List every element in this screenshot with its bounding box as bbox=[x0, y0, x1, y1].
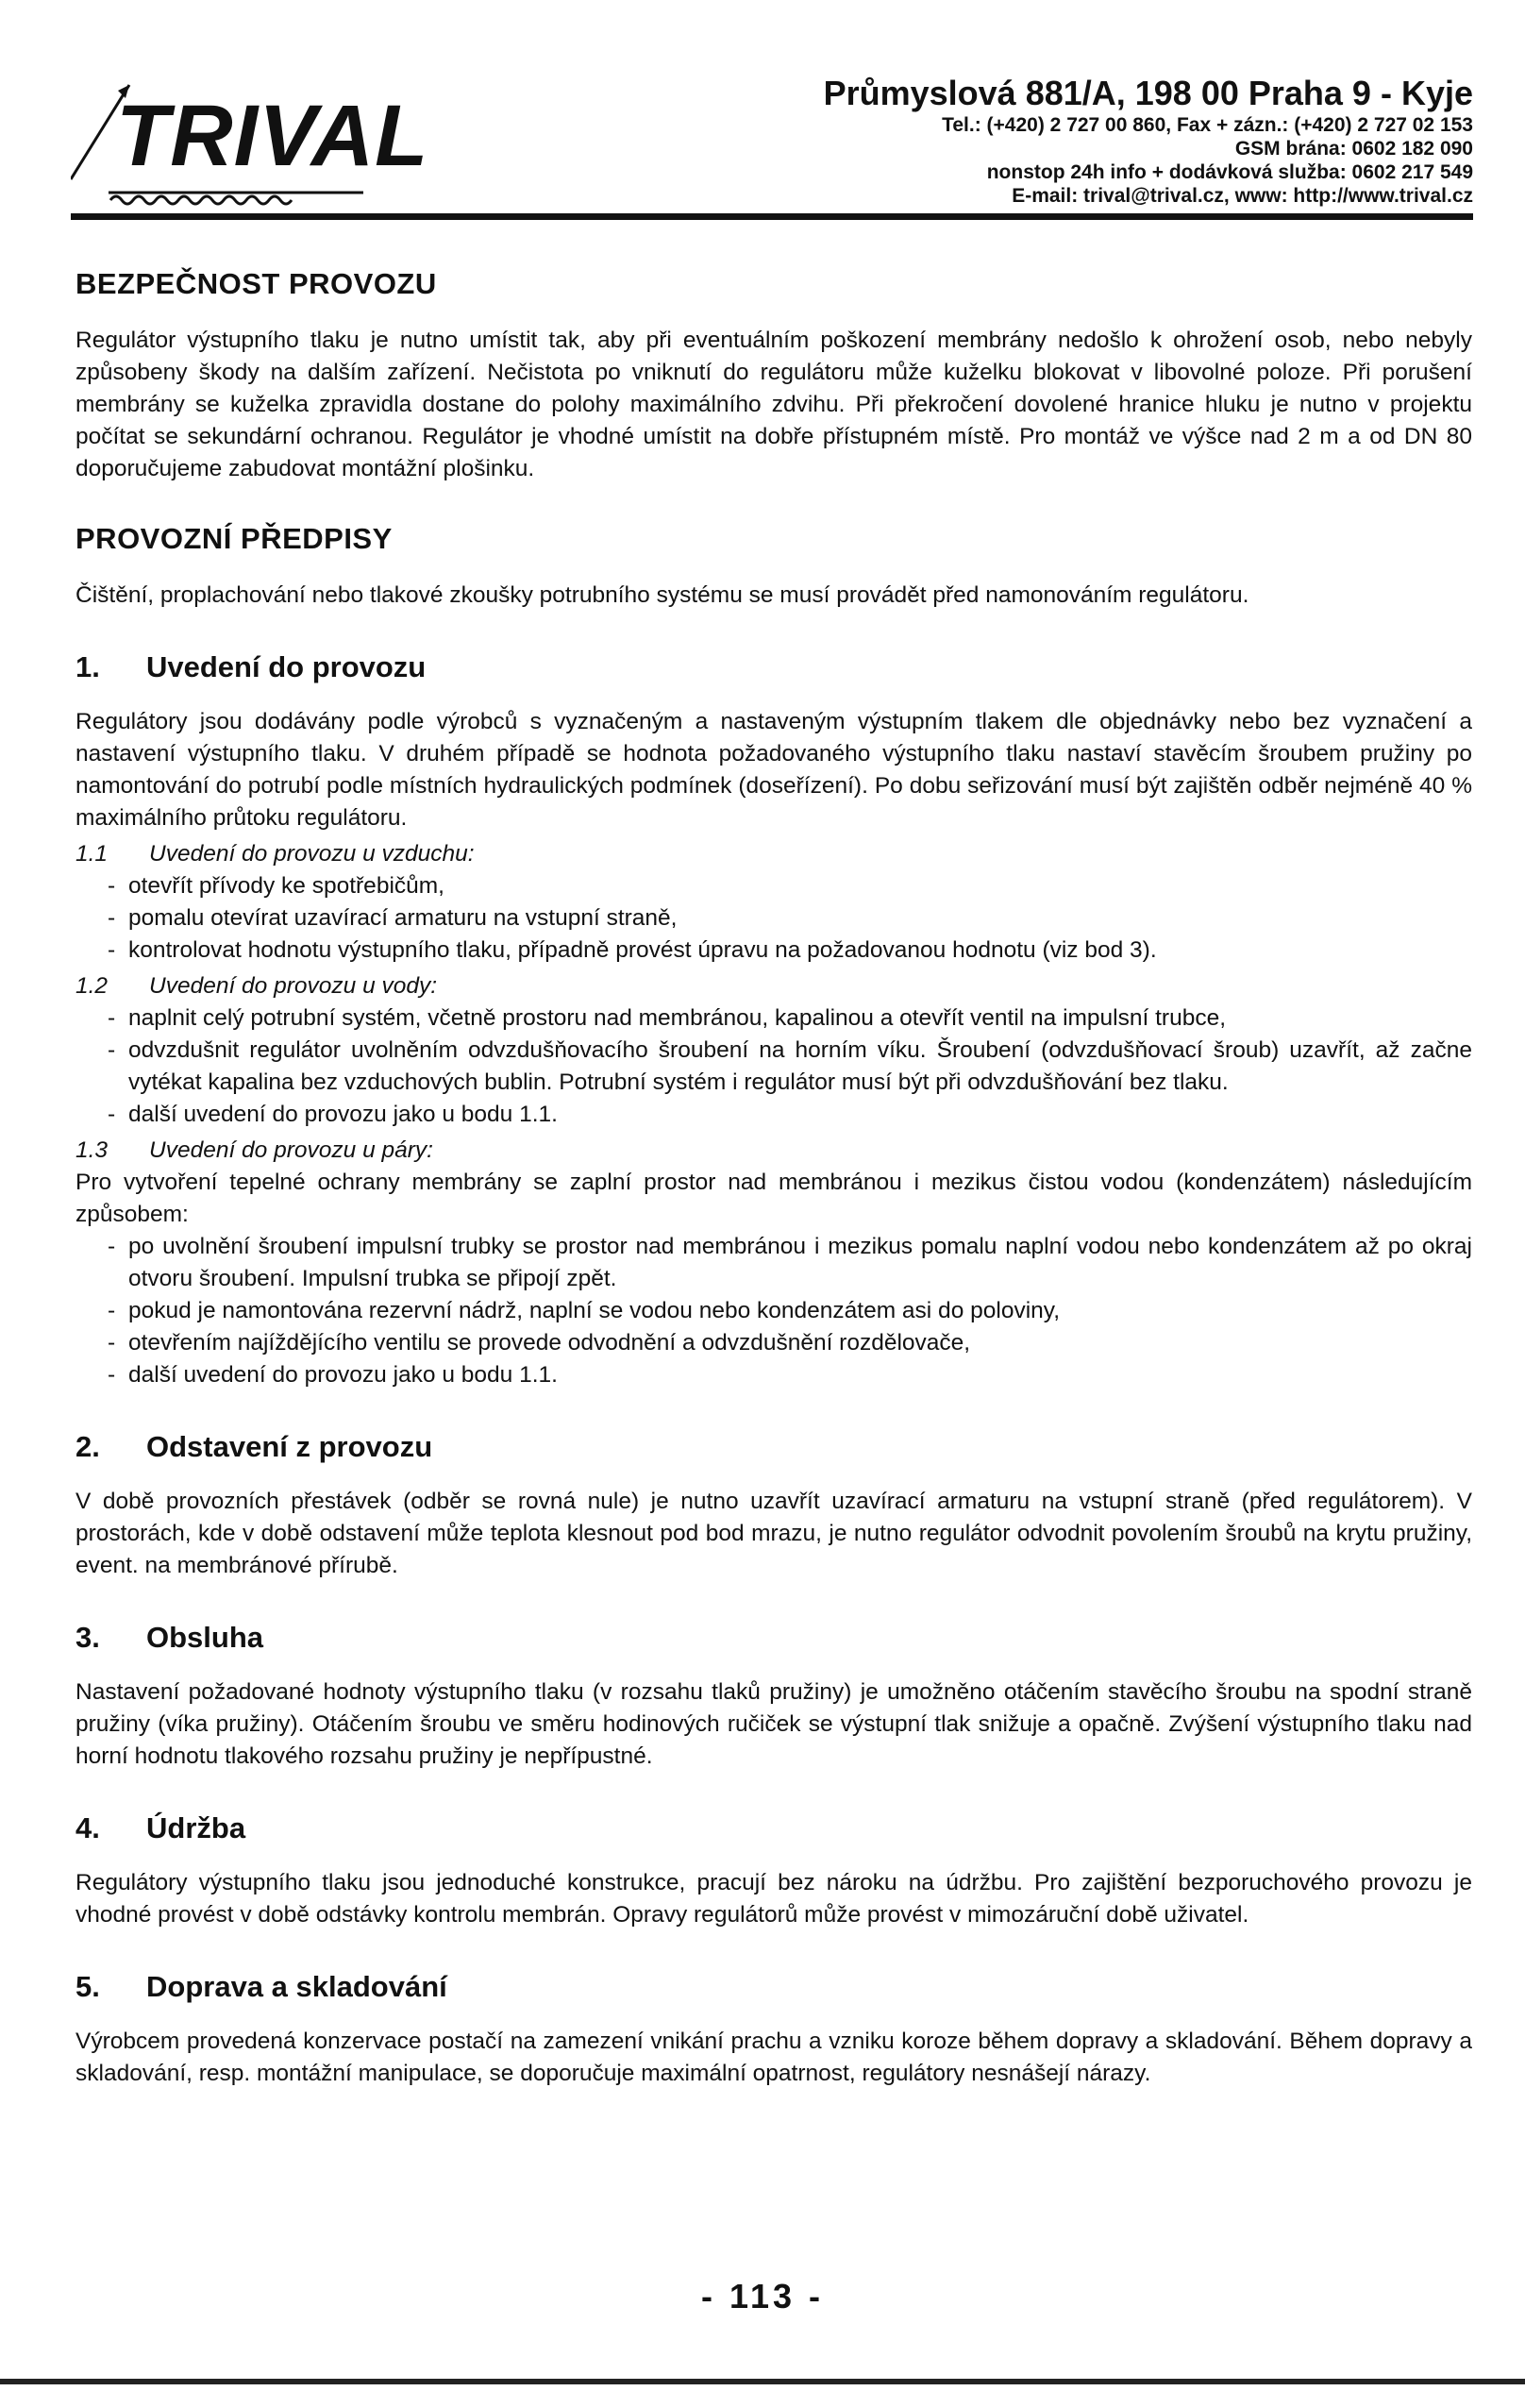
subsection-title: Uvedení do provozu u vzduchu: bbox=[149, 841, 475, 867]
safety-text: Regulátor výstupního tlaku je nutno umístit tak, aby při eventuálním poškození membrány nedošlo k ohrožení osob, nebo nebyly způsobeny škody na dalším zařízení. Nečistota po vniknutí do regulátoru může kuželku blokovat v libovolné poloze. Při porušení membrány se kuželka zpravidla dostane do polohy maximálního zdvihu. Při překročení dovolené hranice hluku je nutno v projektu počítat se sekundární ochranou. Regulátor je vhodné umístit na dobře přístupném místě. Pro montáž ve výšce nad 2 m a od DN 80 doporučujeme zabudovat montážní plošinku. bbox=[75, 328, 1472, 481]
section-number: 2. bbox=[75, 1430, 100, 1463]
email-line: E-mail: trival@trival.cz, www: http://www.trival.cz bbox=[1012, 185, 1473, 207]
section-1-heading bbox=[75, 649, 1472, 685]
section-number: 5. bbox=[75, 1970, 100, 2003]
section-1-text: Regulátory jsou dodávány podle výrobců s vyznačeným a nastaveným výstupním tlakem dle objednávky nebo bez vyznačení a nastavení výstupního tlaku. V druhém případě se hodnota požadovaného výstupního tlaku nastaví stavěcím šroubem pružiny po namontování do potrubí podle místních hydraulických podmínek (doseřízení). Po dobu seřizování musí být zajištěn odběr nejméně 40 % maximálního průtoku regulátoru. bbox=[75, 709, 1472, 831]
list-item: - odvzdušnit regulátor uvolněním odvzdušňovacího šroubení na horním víku. Šroubení (odvzdušňovací šroub) uzavřít, až začne vytékat kapalina bez vzduchových bublin. Potrubní systém i regulátor musí být při odvzdušňování bez tlaku. bbox=[108, 1035, 1472, 1099]
subsection-1-3-list bbox=[75, 1231, 1472, 1391]
list-item: - pomalu otevírat uzavírací armaturu na vstupní straně, bbox=[108, 902, 1472, 935]
section-number: 1. bbox=[75, 650, 100, 683]
section-title: Uvedení do provozu bbox=[146, 650, 427, 683]
section-number: 4. bbox=[75, 1811, 100, 1844]
list-item: - další uvedení do provozu jako u bodu 1.1. bbox=[108, 1099, 1472, 1131]
company-contact-block bbox=[824, 74, 1473, 208]
subsection-1-2-heading bbox=[75, 970, 1472, 1002]
trival-logo bbox=[71, 76, 429, 208]
list-item: - otevřít přívody ke spotřebičům, bbox=[108, 870, 1472, 902]
subsection-1-1-list bbox=[75, 870, 1472, 967]
subsection-title: Uvedení do provozu u páry: bbox=[149, 1137, 433, 1163]
section-title: Obsluha bbox=[146, 1621, 264, 1654]
list-item: - po uvolnění šroubení impulsní trubky se prostor nad membránou i mezikus pomalu naplní vodou nebo kondenzátem až po okraj otvoru šroubení. Impulsní trubka se připojí zpět. bbox=[108, 1231, 1472, 1295]
section-title: Údržba bbox=[146, 1811, 246, 1844]
subsection-1-1-heading bbox=[75, 838, 1472, 870]
company-address: Průmyslová 881/A, 198 00 Praha 9 - Kyje bbox=[823, 74, 1473, 112]
bottom-scan-edge bbox=[0, 2379, 1525, 2384]
list-item: - naplnit celý potrubní systém, včetně prostoru nad membránou, kapalinou a otevřít ventil na impulsní trubce, bbox=[108, 1002, 1472, 1035]
section-5-text: Výrobcem provedená konzervace postačí na zamezení vnikání prachu a vzniku koroze během dopravy a skladování. Během dopravy a skladování, resp. montážní manipulace, se doporučuje maximální opatrnost, regulátory nesnášejí nárazy. bbox=[75, 2029, 1472, 2086]
section-2-text: V době provozních přestávek (odběr se rovná nule) je nutno uzavřít uzavírací armaturu na vstupní straně (před regulátorem). V prostorách, kde v době odstavení může teplota klesnout pod bod mrazu, je nutno regulátor odvodnit povolením šroubů na krytu pružiny, event. na membránové přírubě. bbox=[75, 1489, 1472, 1578]
subsection-1-3-heading bbox=[75, 1135, 1472, 1167]
list-item: - další uvedení do provozu jako u bodu 1.1. bbox=[108, 1359, 1472, 1391]
nonstop-line: nonstop 24h info + dodávková služba: 0602 217 549 bbox=[986, 161, 1473, 183]
section-2-heading bbox=[75, 1429, 1472, 1465]
list-item: - kontrolovat hodnotu výstupního tlaku, případně provést úpravu na požadovanou hodnotu (viz bod 3). bbox=[108, 935, 1472, 967]
phone-line: Tel.: (+420) 2 727 00 860, Fax + zázn.: (+420) 2 727 02 153 bbox=[942, 114, 1473, 136]
section-3-heading bbox=[75, 1620, 1472, 1656]
gsm-line: GSM brána: 0602 182 090 bbox=[1234, 138, 1473, 160]
subsection-number: 1.1 bbox=[75, 841, 109, 867]
section-3-text: Nastavení požadované hodnoty výstupního tlaku (v rozsahu tlaků pružiny) je umožněno otáčením stavěcího šroubu na spodní straně pružiny (víka pružiny). Otáčením šroubu ve směru hodinových ručiček se výstupní tlak snižuje a opačně. Zvýšení výstupního tlaku nad horní hodnotu tlakového rozsahu pružiny je nepřípustné. bbox=[75, 1679, 1472, 1769]
header-divider bbox=[71, 213, 1473, 220]
list-item: - pokud je namontována rezervní nádrž, naplní se vodou nebo kondenzátem asi do poloviny, bbox=[108, 1295, 1472, 1327]
list-item: - otevřením najíždějícího ventilu se provede odvodnění a odvzdušnění rozdělovače, bbox=[108, 1327, 1472, 1359]
subsection-title: Uvedení do provozu u vody: bbox=[149, 973, 438, 999]
document-body bbox=[75, 266, 1472, 2090]
subsection-1-2-list bbox=[75, 1002, 1472, 1131]
page-number: - 113 - bbox=[700, 2277, 825, 2315]
section-4-text: Regulátory výstupního tlaku jsou jednoduché konstrukce, pracují bez nároku na údržbu. Pro zajištění bezporuchového provozu je vhodné provést v době odstávky kontrolu membrán. Opravy regulátorů může provést v mimozáruční době uživatel. bbox=[75, 1870, 1472, 1928]
section-5-heading bbox=[75, 1969, 1472, 2005]
subsection-number: 1.3 bbox=[75, 1137, 109, 1163]
section-title: Odstavení z provozu bbox=[146, 1430, 433, 1463]
subsection-number: 1.2 bbox=[75, 973, 109, 999]
regulations-text: Čištění, proplachování nebo tlakové zkoušky potrubního systému se musí provádět před namonováním regulátoru. bbox=[75, 582, 1249, 608]
section-title: Doprava a skladování bbox=[146, 1970, 447, 2003]
safety-heading: BEZPEČNOST PROVOZU bbox=[75, 267, 437, 300]
section-number: 3. bbox=[75, 1621, 100, 1654]
section-4-heading bbox=[75, 1810, 1472, 1846]
logo-text: TRIVAL bbox=[116, 88, 429, 184]
subsection-1-3-intro: Pro vytvoření tepelné ochrany membrány se zaplní prostor nad membránou i mezikus čistou vodou (kondenzátem) následujícím způsobem: bbox=[75, 1170, 1472, 1227]
regulations-heading: PROVOZNÍ PŘEDPISY bbox=[75, 522, 393, 555]
